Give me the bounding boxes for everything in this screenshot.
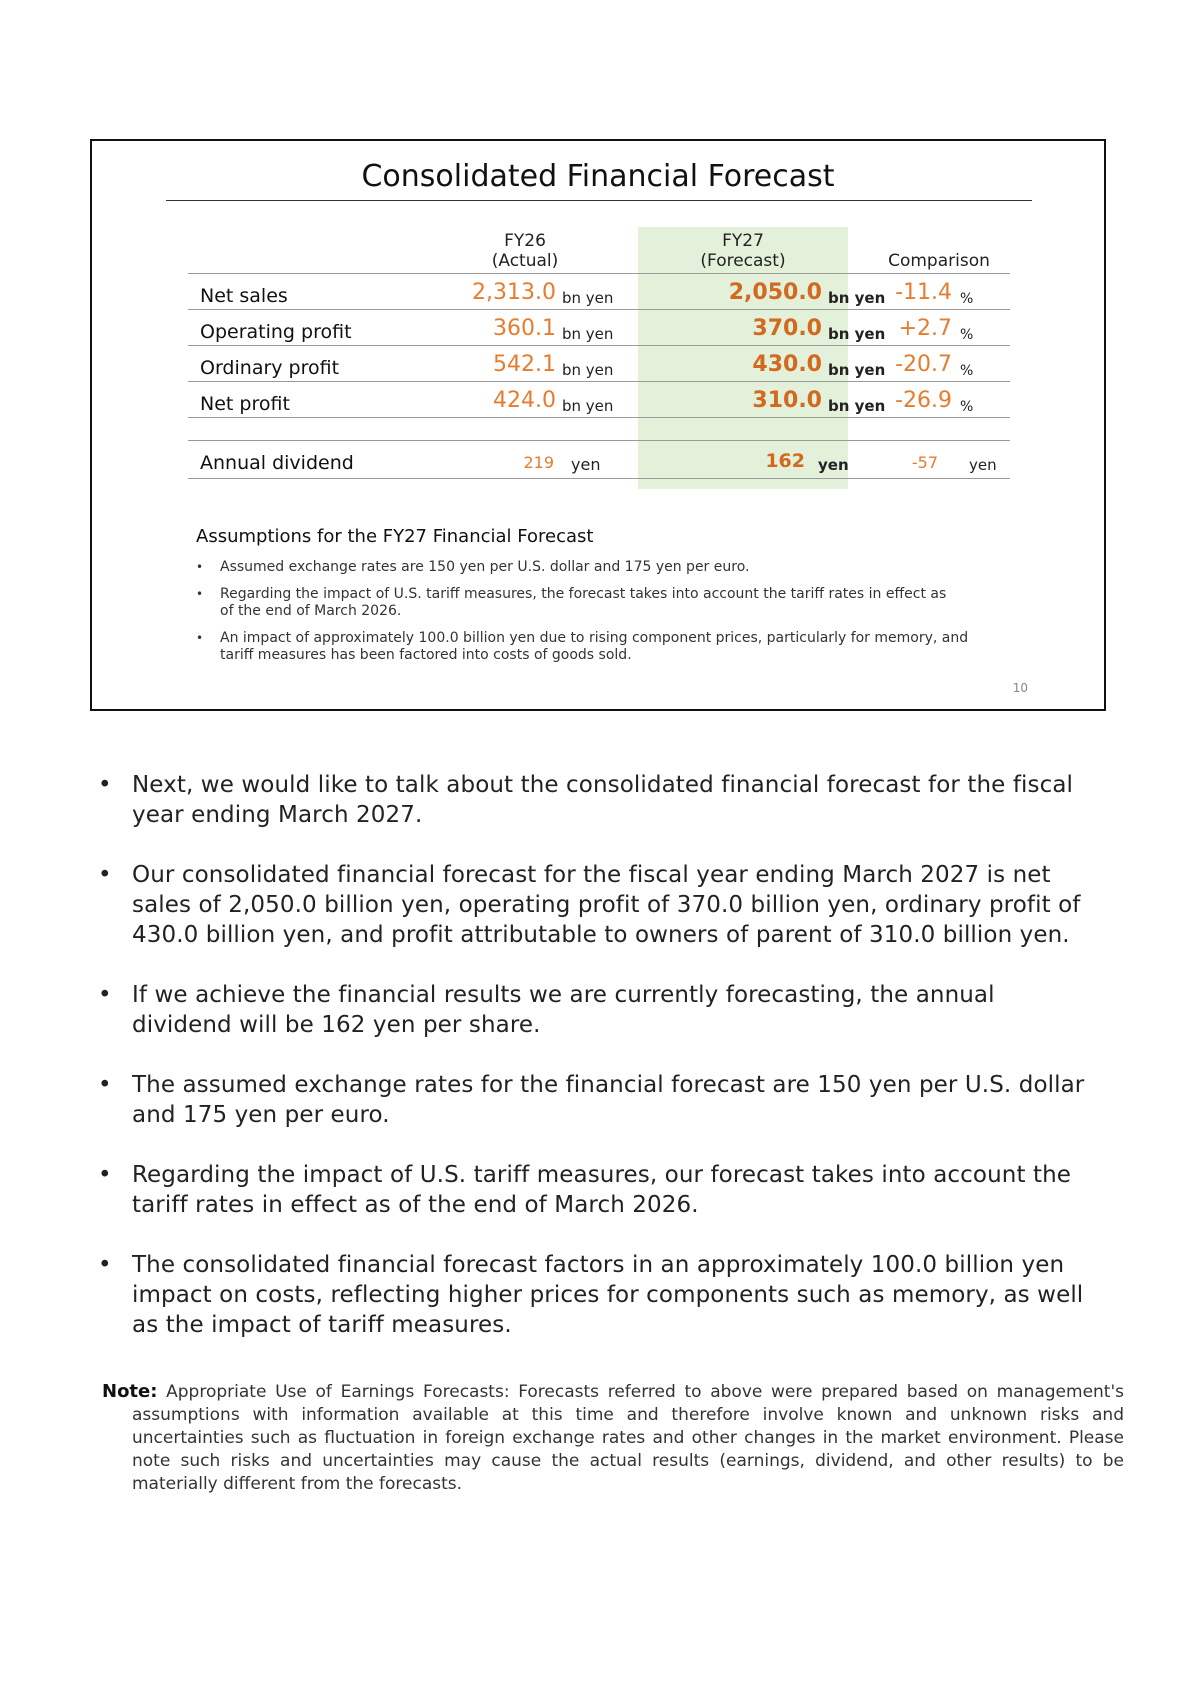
slide-title: Consolidated Financial Forecast (361, 159, 835, 194)
list-item (96, 1250, 1086, 1340)
disclaimer-text: Appropriate Use of Earnings Forecasts: Forecasts referred to above were prepared based on management's assumptions with information available at this time and therefore involve known and unknown risks and uncertainties such as fluctuation in foreign exchange rates and other changes in the market environment. Please note such risks and uncertainties may cause the actual results (earnings, dividend, and other results) to be materially different from the forecasts. (132, 1382, 1125, 1494)
title-divider (166, 200, 1032, 201)
comparison-unit: % (960, 363, 974, 379)
fy26-unit: bn yen (562, 397, 614, 415)
table-rule (188, 417, 1010, 418)
column-header-comparison: Comparison (888, 251, 990, 271)
list-item (96, 860, 1086, 950)
list-item (196, 559, 996, 576)
fy27-unit: bn yen (828, 397, 886, 415)
fy27-value: 430.0 (752, 352, 822, 377)
fy26-unit: bn yen (562, 361, 614, 379)
list-item (96, 980, 1086, 1040)
comparison-unit: % (960, 399, 974, 415)
bullet-icon: • (98, 1162, 112, 1188)
column-header-fy26 (440, 231, 610, 271)
page-number: 10 (1012, 681, 1028, 695)
row-label: Annual dividend (200, 452, 354, 474)
fy27-value: 2,050.0 (728, 280, 822, 305)
table-row-net-profit (188, 382, 1010, 419)
fy26-unit: bn yen (562, 325, 614, 343)
fy26-value: 360.1 (493, 316, 556, 341)
assumption-text: Regarding the impact of U.S. tariff measures, the forecast takes into account the tariff rates in effect as of the end of March 2026. (220, 586, 947, 619)
note-text: Next, we would like to talk about the consolidated financial forecast for the fiscal year ending March 2027. (132, 772, 1074, 828)
column-header-fy27-text: FY27 (Forecast) (700, 231, 786, 271)
bullet-icon: • (98, 772, 112, 798)
row-label: Net sales (200, 285, 288, 307)
comparison-value: -26.9 (895, 388, 952, 413)
note-text: The assumed exchange rates for the financial forecast are 150 yen per U.S. dollar and 175 yen per euro. (132, 1072, 1085, 1128)
bullet-icon: • (196, 587, 204, 601)
table-row-net-sales (188, 274, 1010, 311)
fy27-value: 162 (765, 450, 805, 472)
row-label: Net profit (200, 393, 290, 415)
comparison-unit: % (960, 327, 974, 343)
comparison-unit: yen (969, 456, 997, 474)
bullet-icon: • (98, 982, 112, 1008)
table-row-annual-dividend (188, 441, 1010, 478)
assumptions-list (196, 559, 996, 674)
table-row-ordinary-profit (188, 346, 1010, 383)
fy26-value: 219 (523, 453, 554, 472)
fy26-value: 542.1 (493, 352, 556, 377)
comparison-value: +2.7 (898, 316, 952, 341)
fy26-unit: bn yen (562, 289, 614, 307)
column-header-fy27 (638, 231, 848, 271)
row-label: Operating profit (200, 321, 352, 343)
note-label: Note: (102, 1381, 158, 1402)
assumption-text: An impact of approximately 100.0 billion yen due to rising component prices, particularly for memory, and tariff measures has been factored into costs of goods sold. (220, 630, 969, 663)
column-header-fy26-text: FY26 (Actual) (491, 231, 559, 271)
bullet-icon: • (196, 631, 204, 645)
list-item (196, 630, 996, 664)
fy27-value: 310.0 (752, 388, 822, 413)
note-text: Our consolidated financial forecast for the fiscal year ending March 2027 is net sales of 2,050.0 billion yen, operating profit of 370.0 billion yen, ordinary profit of 430.0 billion yen, and profit attributable to owners of parent of 310.0 billion yen. (132, 862, 1081, 948)
comparison-value: -11.4 (895, 280, 952, 305)
note-text: The consolidated financial forecast factors in an approximately 100.0 billion yen impact on costs, reflecting higher prices for components such as memory, as well as the impact of tariff measures. (132, 1252, 1084, 1338)
comparison-value: -57 (911, 453, 938, 472)
fy26-unit: yen (571, 455, 601, 474)
assumptions-title: Assumptions for the FY27 Financial Forecast (196, 526, 594, 547)
fy27-unit: bn yen (828, 289, 886, 307)
list-item (196, 586, 996, 620)
bullet-icon: • (98, 1252, 112, 1278)
fy27-unit: bn yen (828, 361, 886, 379)
fy27-value: 370.0 (752, 316, 822, 341)
table-rule (188, 478, 1010, 479)
bullet-icon: • (196, 560, 204, 574)
note-text: Regarding the impact of U.S. tariff measures, our forecast takes into account the tariff rates in effect as of the end of March 2026. (132, 1162, 1072, 1218)
fy27-unit: yen (818, 456, 849, 474)
bullet-icon: • (98, 1072, 112, 1098)
fy26-value: 2,313.0 (472, 280, 556, 305)
comparison-unit: % (960, 291, 974, 307)
list-item (96, 1160, 1086, 1220)
bullet-icon: • (98, 862, 112, 888)
note-text: If we achieve the financial results we are currently forecasting, the annual dividend will be 162 yen per share. (132, 982, 995, 1038)
fy27-unit: bn yen (828, 325, 886, 343)
list-item (96, 770, 1086, 830)
list-item (96, 1070, 1086, 1130)
speaker-notes (96, 770, 1086, 1370)
forecast-slide (90, 139, 1106, 711)
disclaimer-note (102, 1380, 1124, 1496)
table-row-operating-profit (188, 310, 1010, 347)
row-label: Ordinary profit (200, 357, 340, 379)
forecast-table (188, 227, 1010, 489)
fy26-value: 424.0 (493, 388, 556, 413)
assumption-text: Assumed exchange rates are 150 yen per U.S. dollar and 175 yen per euro. (220, 559, 750, 575)
comparison-value: -20.7 (895, 352, 952, 377)
